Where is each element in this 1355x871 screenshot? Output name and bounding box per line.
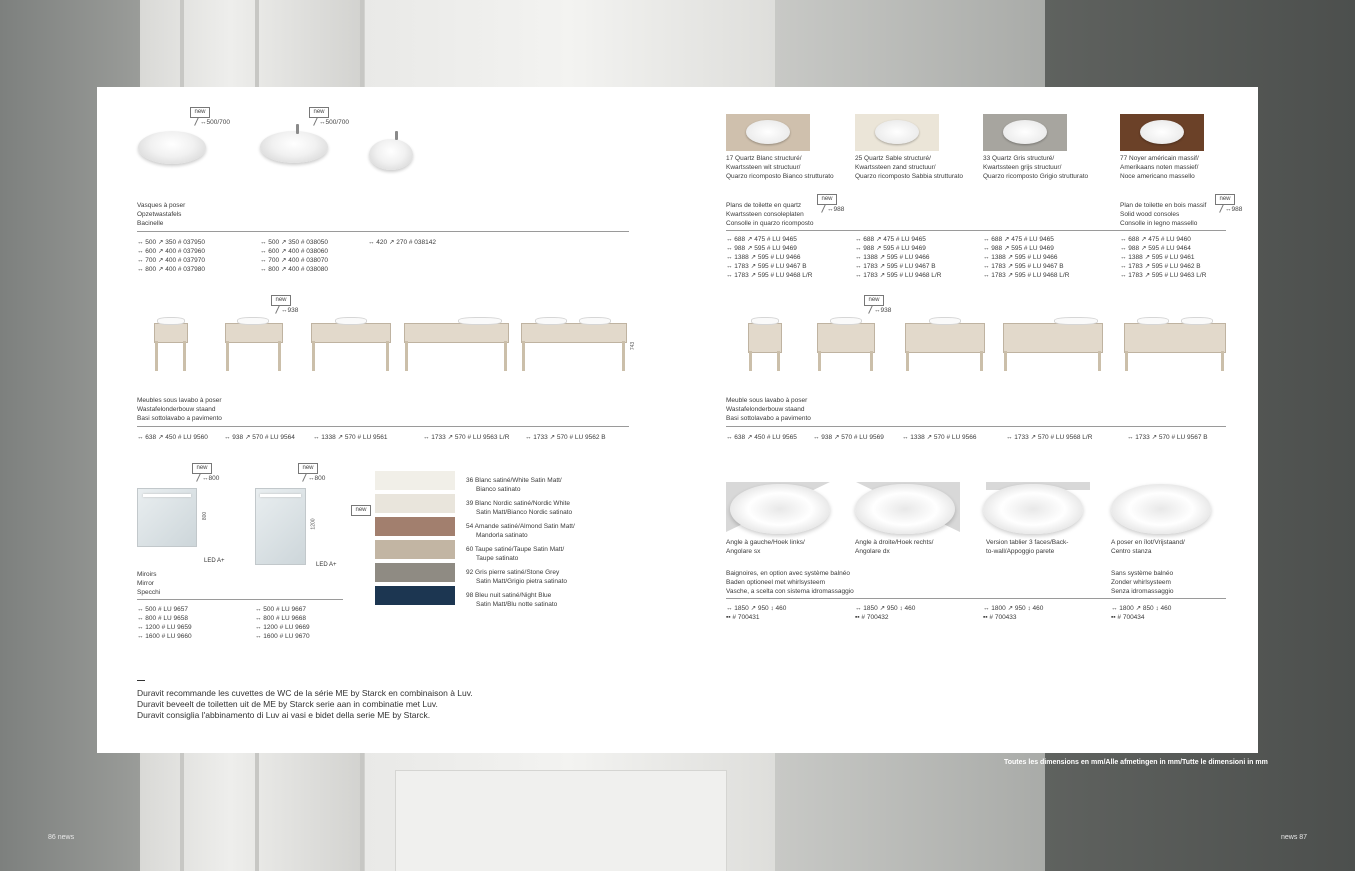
vanity-spec: ↔ 938 ↗ 570 # LU 9564 xyxy=(224,434,295,441)
finish-label: 92 Gris pierre satiné/Stone Grey Satin Matt/Grigio pietra satinato xyxy=(466,569,568,585)
left-page-number: 86 news xyxy=(48,834,75,841)
mirrors-specs-col2: ↔ 500 # LU 9667 ↔ 800 # LU 9668 ↔ 1200 # LU 9669 ↔ 1600 # LU 9670 xyxy=(255,606,310,640)
led-label: LED A+ xyxy=(316,562,337,568)
vanity-spec: ↔ 1338 ↗ 570 # LU 9566 xyxy=(902,434,977,441)
catalog-spread: new ↔500/700 new ↔500/700 Vasques à poser Opzetwastafels Bacinelle ↔ 500 ↗ 350 # 037950 ↔ 600 ↗ 400 # 037960 ↔ 700 ↗ 400 # 037970 ↔ 800 ↗ 400 # 037980 ↔ 500 ↗ 350 # 038050 ↔ 600 ↗ 400 # 038060 ↔ 700 ↗ 400 # 038070 ↔ 800 ↗ 400 # 038080 ↔ 420 ↗ 270 # 038142 new ↔938 743 Meubles sous lavabo à poser Wastafelonderbouw staand Basi sottolavabo a pavimento ↔ 638 ↗ 450 # LU 9560 ↔ 938 ↗ 570 # LU 9564 ↔ 1338 ↗ 570 # LU 9561 ↔ 1733 ↗ 570 # LU 9563 L/R ↔ 1733 ↗ 570 # LU 9562 B new ↔800 new ↔800 800 1200 LED A+ LED A+ Miroirs Mirror Specchi ↔ 500 # LU 9657 ↔ 800 # LU 9658 ↔ 1200 # LU 9659 ↔ 1600 # LU 9660 ↔ 500 # LU 9667 ↔ 800 # LU 9668 ↔ 1200 # LU 9669 ↔ 1600 # LU 9670 new 36 Blanc satiné/White Satin Matt/ Bianco satinato 39 Blanc Nordic satiné/Nordic White Satin Matt/Bianco Nordic satinato 54 Amande satiné/Almond Satin Matt/ Mandorla satinato 60 Taupe satiné/Taupe Satin Matt/ Taupe satinato 92 Gris pierre satiné/Stone Grey Satin Matt/Grigio pietra satinato 98 Bleu nuit satiné/Night Blue Satin Matt/Blu notte satinato Duravit recommande les cuvettes de WC de la série ME by Starck en combinaison à Luv. Duravit beveelt de toiletten uit de ME by Starck serie aan in combinatie met Luv. Duravit consiglia l'abbinamento di Luv ai vasi e bidet della serie ME by Starck. 17 Quartz Blanc structuré/ Kwartssteen wit structuur/ Quarzo ricomposto Bianco strutturato 25 Quartz Sable structuré/ Kwartssteen zand structuur/ Quarzo ricomposto Sabbia strutturato 33 Quartz Gris structuré/ Kwartssteen grijs structuur/ Quarzo ricomposto Grigio strutturato 77 Noyer américain massif/ Amerikaans noten massief/ Noce americano massello Plans de toilette en quartz Kwartssteen consoleplaten Consolle in quarzo ricomposto new ↔988 Plan de toilette en bois massif Solid wood consoles Consolle in legno massello new ↔988 ↔ 688 ↗ 475 # LU 9465 ↔ 988 ↗ 595 # LU 9469 ↔ 1388 ↗ 595 # LU 9466 ↔ 1783 ↗ 595 # LU 9467 B ↔ 1783 ↗ 595 # LU 9468 L/R ↔ 688 ↗ 475 # LU 9465 ↔ 988 ↗ 595 # LU 9469 ↔ 1388 ↗ 595 # LU 9466 ↔ 1783 ↗ 595 # LU 9467 B ↔ 1783 ↗ 595 # LU 9468 L/R ↔ 688 ↗ 475 # LU 9465 ↔ 988 ↗ 595 # LU 9469 ↔ 1388 ↗ 595 # LU 9466 ↔ 1783 ↗ 595 # LU 9467 B ↔ 1783 ↗ 595 # LU 9468 L/R ↔ 688 ↗ 475 # LU 9460 ↔ 988 ↗ 595 # LU 9464 ↔ 1388 ↗ 595 # LU 9461 ↔ 1783 ↗ 595 # LU 9462 B ↔ 1783 ↗ 595 # LU 9463 L/R new ↔938 Meuble sous lavabo à poser Wastafelonderbouw staand Basi sottolavabo a pavimento ↔ 638 ↗ 450 # LU 9565 ↔ 938 ↗ 570 # LU 9569 ↔ 1338 ↗ 570 # LU 9566 ↔ 1733 ↗ 570 # LU 9568 L/R ↔ 1733 ↗ 570 # LU 9567 B Angle à gauche/Hoek links/ Angolare sx Angle à droite/Hoek rechts/ Angolare dx Version tablier 3 faces/Back- to-wall/Appoggio parete A poser en îlot/Vrijstaand/ Centro stanza Baignoires, en option avec système balnéo Baden optioneel met whirlsysteem Vasche, a scelta con sistema idromassaggio Sans système balnéo Zonder whirlsysteem Senza idromassaggio ↔ 1850 ↗ 950 ↕ 460 ▪▪ # 700431 ↔ 1850 ↗ 950 ↕ 460 ▪▪ # 700432 ↔ 1800 ↗ 950 ↕ 460 ▪▪ # 700433 ↔ 1800 ↗ 850 ↕ 460 ▪▪ # 700434 xyxy=(97,87,1258,753)
footer-dash xyxy=(137,680,145,681)
finish-label: 54 Amande satiné/Almond Satin Matt/ Mandorla satinato xyxy=(466,523,575,539)
right-page-number: news 87 xyxy=(1281,834,1308,841)
bath-spec: ↔ 1850 ↗ 950 ↕ 460 ▪▪ # 700432 xyxy=(855,605,916,621)
badge-dimension: ↔800 xyxy=(202,475,220,482)
badge-dimension: ↔988 xyxy=(827,206,845,213)
bath-caption: Angle à gauche/Hoek links/ Angolare sx xyxy=(726,539,805,555)
finish-swatch xyxy=(375,563,455,582)
quartz-title: Plans de toilette en quartz Kwartssteen consoleplaten Consolle in quarzo ricomposto xyxy=(726,202,814,227)
basin-with-tap-image xyxy=(260,131,328,163)
mirrors-specs-col1: ↔ 500 # LU 9657 ↔ 800 # LU 9658 ↔ 1200 # LU 9659 ↔ 1600 # LU 9660 xyxy=(137,606,192,640)
finish-label: 98 Bleu nuit satiné/Night Blue Satin Matt/Blu notte satinato xyxy=(466,592,558,608)
basins-specs-col2: ↔ 500 ↗ 350 # 038050 ↔ 600 ↗ 400 # 038060 ↔ 700 ↗ 400 # 038070 ↔ 800 ↗ 400 # 038080 xyxy=(260,239,328,273)
bath-image xyxy=(730,484,830,534)
dimensions-note: Toutes les dimensions en mm/Alle afmetingen in mm/Tutte le dimensioni in mm xyxy=(1004,759,1268,766)
badge-dimension: ↔938 xyxy=(874,307,892,314)
divider xyxy=(137,231,629,232)
vanity-spec: ↔ 1338 ↗ 570 # LU 9561 xyxy=(313,434,388,441)
tops-specs-col3: ↔ 688 ↗ 475 # LU 9465 ↔ 988 ↗ 595 # LU 9469 ↔ 1388 ↗ 595 # LU 9466 ↔ 1783 ↗ 595 # LU 9467 B ↔ 1783 ↗ 595 # LU 9468 L/R xyxy=(983,236,1070,279)
faucet-icon xyxy=(395,131,398,140)
mirror-image xyxy=(255,488,306,565)
vanities-title: Meuble sous lavabo à poser Wastafelonderbouw staand Basi sottolavabo a pavimento xyxy=(726,397,811,422)
mirror-height-label: 800 xyxy=(202,511,209,521)
finish-label: 39 Blanc Nordic satiné/Nordic White Satin Matt/Bianco Nordic satinato xyxy=(466,500,573,516)
tops-specs-col4: ↔ 688 ↗ 475 # LU 9460 ↔ 988 ↗ 595 # LU 9464 ↔ 1388 ↗ 595 # LU 9461 ↔ 1783 ↗ 595 # LU 9462 B ↔ 1783 ↗ 595 # LU 9463 L/R xyxy=(1120,236,1207,279)
bath-spec: ↔ 1800 ↗ 950 ↕ 460 ▪▪ # 700433 xyxy=(983,605,1044,621)
top-caption: 17 Quartz Blanc structuré/ Kwartssteen wit structuur/ Quarzo ricomposto Bianco strutturato xyxy=(726,155,834,180)
vanity-spec: ↔ 638 ↗ 450 # LU 9565 xyxy=(726,434,797,441)
finish-swatch xyxy=(375,471,455,490)
badge-dimension: ↔500/700 xyxy=(200,119,230,126)
finish-swatch xyxy=(375,517,455,536)
footer-note: Duravit recommande les cuvettes de WC de la série ME by Starck en combinaison à Luv. Duravit beveelt de toiletten uit de ME by Starck serie aan in combinatie met Luv. Duravit consiglia l'abbinamento di Luv ai vasi e bidet della serie ME by Starck. xyxy=(137,688,473,720)
top-image xyxy=(983,114,1067,151)
mirror-height-label: 1200 xyxy=(310,518,317,530)
bath-spec: ↔ 1800 ↗ 850 ↕ 460 ▪▪ # 700434 xyxy=(1111,605,1172,621)
vanities-title: Meubles sous lavabo à poser Wastafelonderbouw staand Basi sottolavabo a pavimento xyxy=(137,397,222,422)
bath-caption: Angle à droite/Hoek rechts/ Angolare dx xyxy=(855,539,934,555)
top-image xyxy=(726,114,810,151)
vanity-spec: ↔ 1733 ↗ 570 # LU 9567 B xyxy=(1127,434,1208,441)
vanity-spec: ↔ 938 ↗ 570 # LU 9569 xyxy=(813,434,884,441)
vanity-spec: ↔ 1733 ↗ 570 # LU 9562 B xyxy=(525,434,606,441)
height-label: 743 xyxy=(630,341,637,351)
badge-dimension: ↔800 xyxy=(308,475,326,482)
badge-dimension: ↔500/700 xyxy=(319,119,349,126)
top-caption: 33 Quartz Gris structuré/ Kwartssteen grijs structuur/ Quarzo ricomposto Grigio strutturato xyxy=(983,155,1089,180)
basins-specs-col1: ↔ 500 ↗ 350 # 037950 ↔ 600 ↗ 400 # 037960 ↔ 700 ↗ 400 # 037970 ↔ 800 ↗ 400 # 037980 xyxy=(137,239,205,273)
basin-image xyxy=(138,131,206,164)
badge-dimension: ↔938 xyxy=(281,307,299,314)
mirror-image xyxy=(137,488,197,547)
badge-dimension: ↔988 xyxy=(1225,206,1243,213)
vanity-spec: ↔ 638 ↗ 450 # LU 9560 xyxy=(137,434,208,441)
whirl-title: Baignoires, en option avec système balnéo Baden optioneel met whirlsysteem Vasche, a scelta con sistema idromassaggio xyxy=(726,570,854,595)
faucet-icon xyxy=(296,124,299,134)
led-label: LED A+ xyxy=(204,558,225,564)
divider xyxy=(726,230,1226,231)
tops-specs-col2: ↔ 688 ↗ 475 # LU 9465 ↔ 988 ↗ 595 # LU 9469 ↔ 1388 ↗ 595 # LU 9466 ↔ 1783 ↗ 595 # LU 9467 B ↔ 1783 ↗ 595 # LU 9468 L/R xyxy=(855,236,942,279)
top-image xyxy=(855,114,939,151)
finish-label: 60 Taupe satiné/Taupe Satin Matt/ Taupe satinato xyxy=(466,546,565,562)
finish-swatch xyxy=(375,494,455,513)
basins-specs-col3: ↔ 420 ↗ 270 # 038142 xyxy=(368,239,436,246)
bath-caption: A poser en îlot/Vrijstaand/ Centro stanza xyxy=(1111,539,1185,555)
finish-swatch xyxy=(375,540,455,559)
divider xyxy=(137,599,343,600)
mirrors-title: Miroirs Mirror Specchi xyxy=(137,571,161,596)
bath-image xyxy=(1111,484,1211,534)
bath-spec: ↔ 1850 ↗ 950 ↕ 460 ▪▪ # 700431 xyxy=(726,605,787,621)
bath-image xyxy=(855,484,955,534)
basins-title: Vasques à poser Opzetwastafels Bacinelle xyxy=(137,202,186,227)
vanity-spec: ↔ 1733 ↗ 570 # LU 9568 L/R xyxy=(1006,434,1093,441)
bath-image xyxy=(983,484,1083,534)
top-caption: 77 Noyer américain massif/ Amerikaans noten massief/ Noce americano massello xyxy=(1120,155,1199,180)
bath-caption: Version tablier 3 faces/Back- to-wall/Appoggio parete xyxy=(986,539,1069,555)
divider xyxy=(726,426,1226,427)
divider xyxy=(137,426,629,427)
top-caption: 25 Quartz Sable structuré/ Kwartssteen zand structuur/ Quarzo ricomposto Sabbia strutturato xyxy=(855,155,964,180)
wood-title: Plan de toilette en bois massif Solid wood consoles Consolle in legno massello xyxy=(1120,202,1207,227)
top-image xyxy=(1120,114,1204,151)
no-whirl-title: Sans système balnéo Zonder whirlsysteem Senza idromassaggio xyxy=(1111,570,1174,595)
divider xyxy=(726,598,1226,599)
small-basin-image xyxy=(369,139,413,170)
finish-label: 36 Blanc satiné/White Satin Matt/ Bianco satinato xyxy=(466,477,562,493)
vanity-spec: ↔ 1733 ↗ 570 # LU 9563 L/R xyxy=(423,434,510,441)
finish-swatch xyxy=(375,586,455,605)
tops-specs-col1: ↔ 688 ↗ 475 # LU 9465 ↔ 988 ↗ 595 # LU 9469 ↔ 1388 ↗ 595 # LU 9466 ↔ 1783 ↗ 595 # LU 9467 B ↔ 1783 ↗ 595 # LU 9468 L/R xyxy=(726,236,813,279)
